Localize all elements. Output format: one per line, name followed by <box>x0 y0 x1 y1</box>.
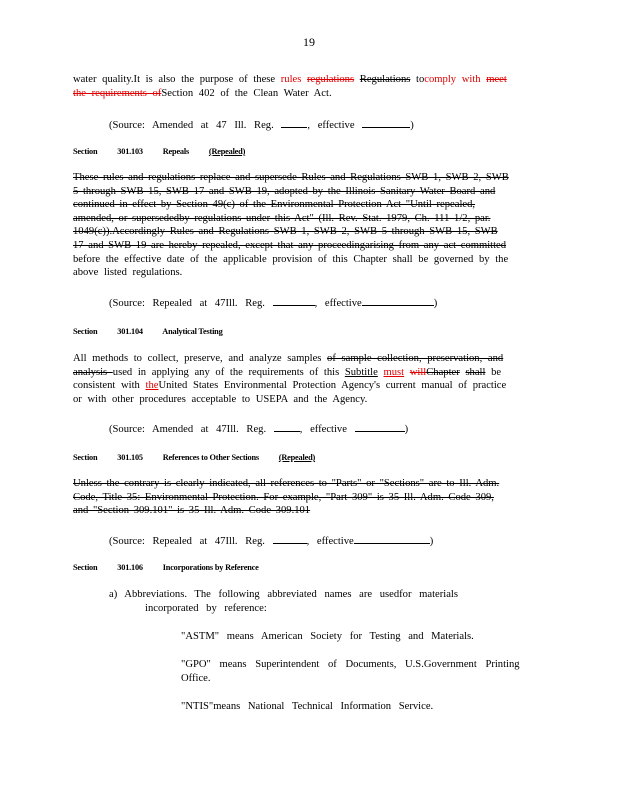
deleted-will: will <box>409 366 427 378</box>
blank-line <box>274 421 300 432</box>
struck-line: 1049(c)).Accordingly Rules and Regulations SWB 1, SWB 2, SWB 5 through SWB 15, SWB <box>73 226 498 238</box>
section-title: Analytical Testing <box>162 327 223 336</box>
blank-line <box>355 421 405 432</box>
section-label: Section <box>73 563 98 572</box>
blank-line <box>281 117 307 128</box>
text-run: used in applying any of the requirements of this <box>112 366 345 378</box>
deleted-meet: meet <box>486 74 507 85</box>
text-run: All methods to collect, preserve, and analyze samples <box>73 353 328 364</box>
repealed-tag: (Repealed) <box>208 147 246 156</box>
source-note-3 <box>109 421 408 437</box>
deleted-shall: shall <box>465 366 486 378</box>
deleted-run: of sample collection, preservation, and <box>327 353 504 364</box>
purpose-paragraph <box>73 73 545 100</box>
struck-line: 17 and SWB 19 are hereby repealed, except that any proceedingarising from any act committed <box>73 239 507 251</box>
text-run: be <box>485 366 502 378</box>
source-text: (Source: Repealed at 47Ill. Reg. <box>109 298 265 309</box>
text-run: consistent with <box>73 380 146 392</box>
struck-line: These rules and regulations replace and supersede Rules and Regulations SWB 1, SWB 2, SWB <box>73 172 509 183</box>
section-heading-301-104 <box>73 325 241 339</box>
struck-line: and "Section 309.101" is 35 Ill. Adm. Code 309.101 <box>73 505 311 517</box>
source-text: , effective <box>307 120 355 131</box>
source-text: ) <box>433 298 438 309</box>
inserted-rules: rules <box>280 74 302 85</box>
repealed-tag: (Repealed) <box>278 453 316 462</box>
section-number: 301.104 <box>117 327 143 336</box>
source-text: (Source: Amended at 47Ill. Reg. <box>109 424 267 435</box>
definition-gpo-cont: Office. <box>181 673 211 684</box>
struck-line: 5 through SWB 15, SWB 17 and SWB 19, adopted by the Illinois Sanitary Water Board and <box>73 185 496 197</box>
deleted-chapter: Chapter <box>426 366 460 378</box>
struck-line: amended, or supersededby regulations under this Act" (Ill. Rev. Stat. 1979, Ch. 111 1/2, par. <box>73 212 491 224</box>
source-note-4 <box>109 533 433 549</box>
definition-astm: "ASTM" means American Society for Testing and Materials. <box>181 631 474 642</box>
inserted-the: the <box>145 380 159 392</box>
section-heading-301-103 <box>73 145 287 159</box>
text-line: before the effective date of the applicable provision of this Chapter shall be governed by the <box>73 253 509 265</box>
page-number: 19 <box>303 35 315 49</box>
inserted-comply-with: comply with <box>424 74 481 85</box>
abbreviations-line-2: incorporated by reference: <box>145 603 267 614</box>
blank-line <box>273 533 307 544</box>
section-number: 301.103 <box>117 147 143 156</box>
deleted-run: analysis <box>73 366 113 378</box>
struck-line: continued in effect by Section 49(c) of the Environmental Protection Act "Until repealed, <box>73 199 476 211</box>
blank-line <box>354 533 430 544</box>
repeals-paragraph <box>73 171 545 280</box>
struck-line: Unless the contrary is clearly indicated, all references to "Parts" or "Sections" are to Ill. Adm. <box>73 478 500 489</box>
abbreviations-line-1: a) Abbreviations. The following abbreviated names are usedfor materials <box>109 589 458 600</box>
source-text: ) <box>410 120 414 131</box>
source-text: , effective <box>299 424 347 435</box>
deleted-regulations: regulations <box>307 74 355 85</box>
section-heading-301-105 <box>73 451 333 465</box>
text-run: to <box>416 74 425 85</box>
text-run: water quality.It is also the purpose of these <box>73 74 281 85</box>
source-text: ) <box>429 536 434 547</box>
source-note-1 <box>109 117 414 133</box>
section-heading-301-106 <box>73 561 277 575</box>
section-label: Section <box>73 147 98 156</box>
section-title: Incorporations by Reference <box>162 563 259 572</box>
section-number: 301.105 <box>117 453 143 462</box>
text-run: Section 402 of the Clean Water Act. <box>161 87 332 99</box>
inserted-must: must <box>383 366 405 378</box>
deleted-regulations-cap: Regulations <box>359 74 411 85</box>
definition-ntis: "NTIS"means National Technical Information Service. <box>181 701 434 712</box>
definition-gpo: "GPO" means Superintendent of Documents, U.S.Government Printing <box>181 659 520 670</box>
references-paragraph <box>73 477 545 518</box>
deleted-requirements-of: the requirements of <box>73 87 162 99</box>
source-text: , effective <box>306 536 354 547</box>
text-line: above listed regulations. <box>73 267 183 279</box>
text-line: or with other procedures acceptable to USEPA and the Agency. <box>73 393 368 405</box>
source-text: ) <box>404 424 409 435</box>
struck-line: Code, Title 35: Environmental Protection. For example, "Part 309" is 35 Ill. Adm. Code 309, <box>73 491 494 503</box>
source-text: (Source: Repealed at 47Ill. Reg. <box>109 536 265 547</box>
text-run: United States Environmental Protection Agency's current manual of practice <box>158 380 507 392</box>
blank-line <box>362 295 434 306</box>
blank-line <box>273 295 315 306</box>
source-text: , effective <box>314 298 362 309</box>
section-title: References to Other Sections <box>162 453 259 462</box>
section-number: 301.106 <box>117 563 143 572</box>
section-title: Repeals <box>162 147 190 156</box>
section-label: Section <box>73 453 98 462</box>
source-text: (Source: Amended at 47 Ill. Reg. <box>109 120 274 131</box>
inserted-subtitle: Subtitle <box>344 366 378 378</box>
section-label: Section <box>73 327 98 336</box>
analytical-testing-paragraph <box>73 352 545 406</box>
source-note-2 <box>109 295 437 311</box>
blank-line <box>362 117 410 128</box>
